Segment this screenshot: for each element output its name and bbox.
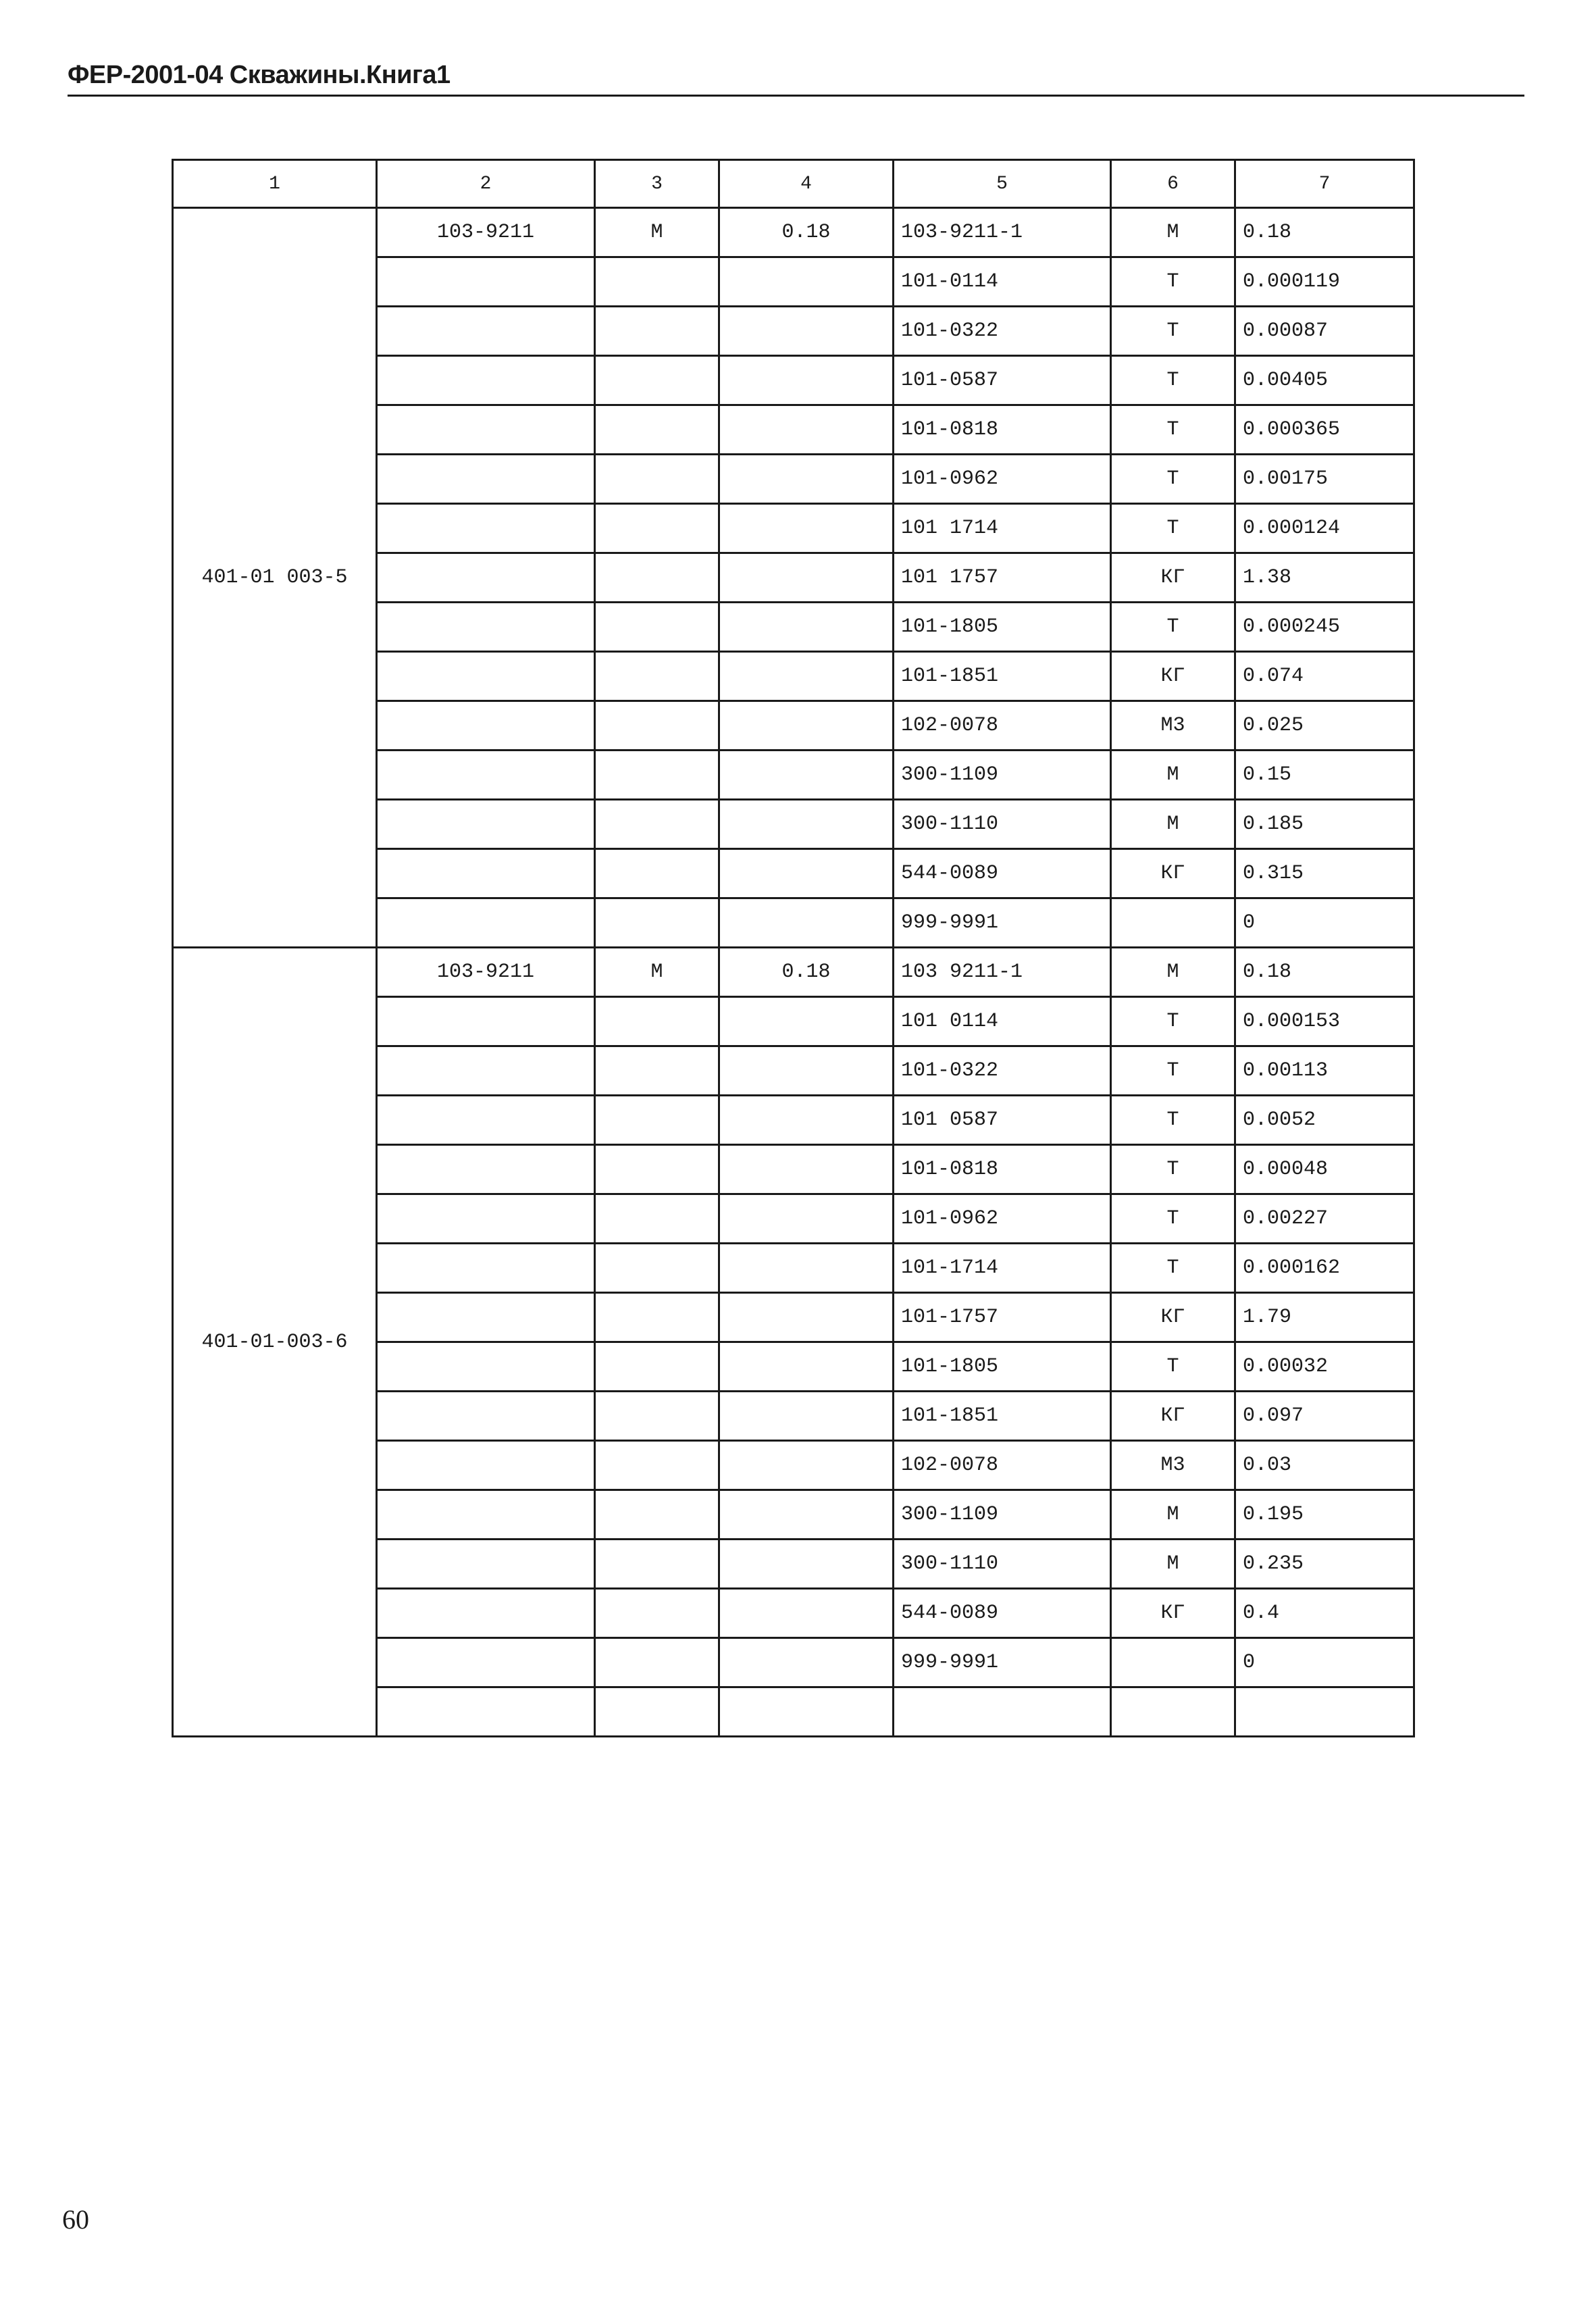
empty-cell [377, 1687, 595, 1737]
empty-cell [377, 307, 595, 356]
empty-cell [894, 1687, 1111, 1737]
empty-cell [377, 1046, 595, 1096]
empty-cell [719, 1194, 894, 1244]
empty-cell [377, 1194, 595, 1244]
empty-cell [377, 701, 595, 751]
empty-cell [377, 1244, 595, 1293]
material-unit: Т [1111, 455, 1235, 504]
material-code: 101-0114 [894, 257, 1111, 307]
empty-cell [377, 997, 595, 1046]
empty-cell [595, 849, 719, 898]
empty-cell [377, 800, 595, 849]
material-code: 101-0962 [894, 455, 1111, 504]
material-unit: М3 [1111, 1441, 1235, 1490]
empty-cell [595, 1638, 719, 1687]
empty-cell [595, 1293, 719, 1342]
material-unit: Т [1111, 603, 1235, 652]
empty-cell [595, 1687, 719, 1737]
material-qty: 0.195 [1235, 1490, 1414, 1540]
material-unit: Т [1111, 257, 1235, 307]
material-code: 101-1757 [894, 1293, 1111, 1342]
resource-table-body [173, 160, 1414, 1737]
material-code: 544-0089 [894, 849, 1111, 898]
resource-code: 103-9211 [377, 208, 595, 257]
empty-cell [595, 257, 719, 307]
empty-cell [719, 1342, 894, 1392]
material-qty: 0.097 [1235, 1392, 1414, 1441]
empty-cell [719, 652, 894, 701]
empty-cell [719, 1687, 894, 1737]
empty-cell [719, 257, 894, 307]
empty-cell [377, 1392, 595, 1441]
material-unit: М [1111, 800, 1235, 849]
material-qty: 0.185 [1235, 800, 1414, 849]
empty-cell [377, 504, 595, 553]
material-unit: Т [1111, 356, 1235, 405]
material-qty: 0.00175 [1235, 455, 1414, 504]
material-code: 101-1851 [894, 1392, 1111, 1441]
empty-cell [595, 307, 719, 356]
column-header-3: 3 [595, 160, 719, 208]
empty-cell [595, 553, 719, 603]
empty-cell [595, 1096, 719, 1145]
material-unit: М [1111, 1490, 1235, 1540]
empty-cell [377, 1638, 595, 1687]
material-unit: М [1111, 751, 1235, 800]
empty-cell [595, 701, 719, 751]
material-unit: Т [1111, 997, 1235, 1046]
material-qty: 0.235 [1235, 1540, 1414, 1589]
material-code: 544-0089 [894, 1589, 1111, 1638]
page-number: 60 [62, 2204, 89, 2235]
material-qty: 0.00048 [1235, 1145, 1414, 1194]
material-qty: 0.315 [1235, 849, 1414, 898]
column-header-1: 1 [173, 160, 377, 208]
empty-cell [595, 1194, 719, 1244]
empty-cell [595, 898, 719, 948]
material-unit: М [1111, 208, 1235, 257]
material-qty: 0.000162 [1235, 1244, 1414, 1293]
material-qty: 0.15 [1235, 751, 1414, 800]
empty-cell [595, 1145, 719, 1194]
empty-cell [595, 455, 719, 504]
material-code: 101 0114 [894, 997, 1111, 1046]
material-unit: Т [1111, 1046, 1235, 1096]
estimate-code: 401-01-003-6 [173, 948, 377, 1737]
empty-cell [719, 1096, 894, 1145]
material-unit: М3 [1111, 701, 1235, 751]
material-unit: Т [1111, 1244, 1235, 1293]
empty-cell [719, 800, 894, 849]
material-unit: КГ [1111, 652, 1235, 701]
material-code: 102-0078 [894, 701, 1111, 751]
material-qty: 0.18 [1235, 208, 1414, 257]
column-header-7: 7 [1235, 160, 1414, 208]
material-qty: 0.000245 [1235, 603, 1414, 652]
material-code: 999-9991 [894, 898, 1111, 948]
material-qty: 0.0052 [1235, 1096, 1414, 1145]
material-code: 101-1805 [894, 603, 1111, 652]
empty-cell [377, 849, 595, 898]
empty-cell [719, 1392, 894, 1441]
material-qty: 0.00087 [1235, 307, 1414, 356]
material-unit [1111, 898, 1235, 948]
empty-cell [377, 553, 595, 603]
empty-cell [595, 1342, 719, 1392]
empty-cell [595, 1046, 719, 1096]
empty-cell [595, 603, 719, 652]
material-unit: Т [1111, 307, 1235, 356]
empty-cell [1235, 1687, 1414, 1737]
empty-cell [377, 356, 595, 405]
empty-cell [719, 553, 894, 603]
material-unit: Т [1111, 1194, 1235, 1244]
material-code: 300-1110 [894, 800, 1111, 849]
empty-cell [719, 603, 894, 652]
material-qty: 0.000365 [1235, 405, 1414, 455]
empty-cell [719, 751, 894, 800]
material-code: 103 9211-1 [894, 948, 1111, 997]
material-qty: 0.4 [1235, 1589, 1414, 1638]
resource-qty: 0.18 [719, 208, 894, 257]
table-row [173, 948, 1414, 997]
material-unit: Т [1111, 1145, 1235, 1194]
empty-cell [719, 504, 894, 553]
material-qty: 0.000153 [1235, 997, 1414, 1046]
empty-cell [595, 997, 719, 1046]
empty-cell [377, 455, 595, 504]
material-code: 101-1805 [894, 1342, 1111, 1392]
empty-cell [377, 898, 595, 948]
document-title: ФЕР-2001-04 Скважины.Книга1 [68, 61, 451, 89]
empty-cell [595, 1490, 719, 1540]
empty-cell [377, 1589, 595, 1638]
column-header-6: 6 [1111, 160, 1235, 208]
empty-cell [377, 1540, 595, 1589]
material-code: 999-9991 [894, 1638, 1111, 1687]
material-qty: 0 [1235, 898, 1414, 948]
material-code: 101-0322 [894, 1046, 1111, 1096]
resource-table [172, 159, 1415, 1737]
empty-cell [377, 405, 595, 455]
empty-cell [377, 751, 595, 800]
material-qty: 1.38 [1235, 553, 1414, 603]
empty-cell [377, 257, 595, 307]
empty-cell [377, 652, 595, 701]
material-qty: 1.79 [1235, 1293, 1414, 1342]
material-unit: Т [1111, 405, 1235, 455]
material-code: 101-1714 [894, 1244, 1111, 1293]
empty-cell [377, 1096, 595, 1145]
empty-cell [719, 405, 894, 455]
material-unit: М [1111, 1540, 1235, 1589]
empty-cell [719, 849, 894, 898]
material-code: 101-0818 [894, 1145, 1111, 1194]
table-row [173, 208, 1414, 257]
empty-cell [595, 1441, 719, 1490]
material-qty: 0.18 [1235, 948, 1414, 997]
material-qty: 0.00227 [1235, 1194, 1414, 1244]
material-qty: 0.00113 [1235, 1046, 1414, 1096]
material-qty: 0.074 [1235, 652, 1414, 701]
empty-cell [377, 1293, 595, 1342]
resource-qty: 0.18 [719, 948, 894, 997]
empty-cell [719, 1046, 894, 1096]
material-code: 103-9211-1 [894, 208, 1111, 257]
material-unit [1111, 1638, 1235, 1687]
empty-cell [595, 800, 719, 849]
material-unit: Т [1111, 504, 1235, 553]
material-unit: М [1111, 948, 1235, 997]
empty-cell [377, 1342, 595, 1392]
empty-cell [377, 603, 595, 652]
material-code: 101 1757 [894, 553, 1111, 603]
empty-cell [377, 1145, 595, 1194]
material-code: 101 0587 [894, 1096, 1111, 1145]
material-code: 101-1851 [894, 652, 1111, 701]
empty-cell [719, 1589, 894, 1638]
column-header-2: 2 [377, 160, 595, 208]
material-code: 101-0818 [894, 405, 1111, 455]
column-header-5: 5 [894, 160, 1111, 208]
material-code: 300-1110 [894, 1540, 1111, 1589]
material-unit: КГ [1111, 1392, 1235, 1441]
material-qty: 0.000119 [1235, 257, 1414, 307]
material-unit: Т [1111, 1342, 1235, 1392]
empty-cell [719, 356, 894, 405]
material-code: 101-0587 [894, 356, 1111, 405]
material-qty: 0.00405 [1235, 356, 1414, 405]
resource-unit: М [595, 948, 719, 997]
header-divider [68, 95, 1524, 97]
empty-cell [719, 1293, 894, 1342]
estimate-code: 401-01 003-5 [173, 208, 377, 948]
material-unit: КГ [1111, 553, 1235, 603]
material-unit: КГ [1111, 1293, 1235, 1342]
empty-cell [719, 701, 894, 751]
empty-cell [719, 1145, 894, 1194]
empty-cell [595, 1589, 719, 1638]
empty-cell [595, 504, 719, 553]
empty-cell [595, 405, 719, 455]
material-qty: 0 [1235, 1638, 1414, 1687]
empty-cell [1111, 1687, 1235, 1737]
empty-cell [719, 307, 894, 356]
empty-cell [719, 997, 894, 1046]
material-code: 101 1714 [894, 504, 1111, 553]
resource-code: 103-9211 [377, 948, 595, 997]
material-code: 101-0962 [894, 1194, 1111, 1244]
material-code: 300-1109 [894, 751, 1111, 800]
material-code: 102-0078 [894, 1441, 1111, 1490]
material-qty: 0.025 [1235, 701, 1414, 751]
empty-cell [595, 356, 719, 405]
empty-cell [719, 1244, 894, 1293]
empty-cell [719, 1540, 894, 1589]
empty-cell [595, 751, 719, 800]
empty-cell [595, 1392, 719, 1441]
empty-cell [595, 652, 719, 701]
empty-cell [595, 1244, 719, 1293]
material-qty: 0.000124 [1235, 504, 1414, 553]
empty-cell [719, 1638, 894, 1687]
empty-cell [377, 1441, 595, 1490]
material-unit: КГ [1111, 1589, 1235, 1638]
material-code: 101-0322 [894, 307, 1111, 356]
empty-cell [377, 1490, 595, 1540]
material-qty: 0.03 [1235, 1441, 1414, 1490]
empty-cell [595, 1540, 719, 1589]
material-unit: КГ [1111, 849, 1235, 898]
empty-cell [719, 1441, 894, 1490]
column-number-row [173, 160, 1414, 208]
empty-cell [719, 898, 894, 948]
material-code: 300-1109 [894, 1490, 1111, 1540]
column-header-4: 4 [719, 160, 894, 208]
empty-cell [719, 1490, 894, 1540]
material-unit: Т [1111, 1096, 1235, 1145]
resource-unit: М [595, 208, 719, 257]
empty-cell [719, 455, 894, 504]
material-qty: 0.00032 [1235, 1342, 1414, 1392]
